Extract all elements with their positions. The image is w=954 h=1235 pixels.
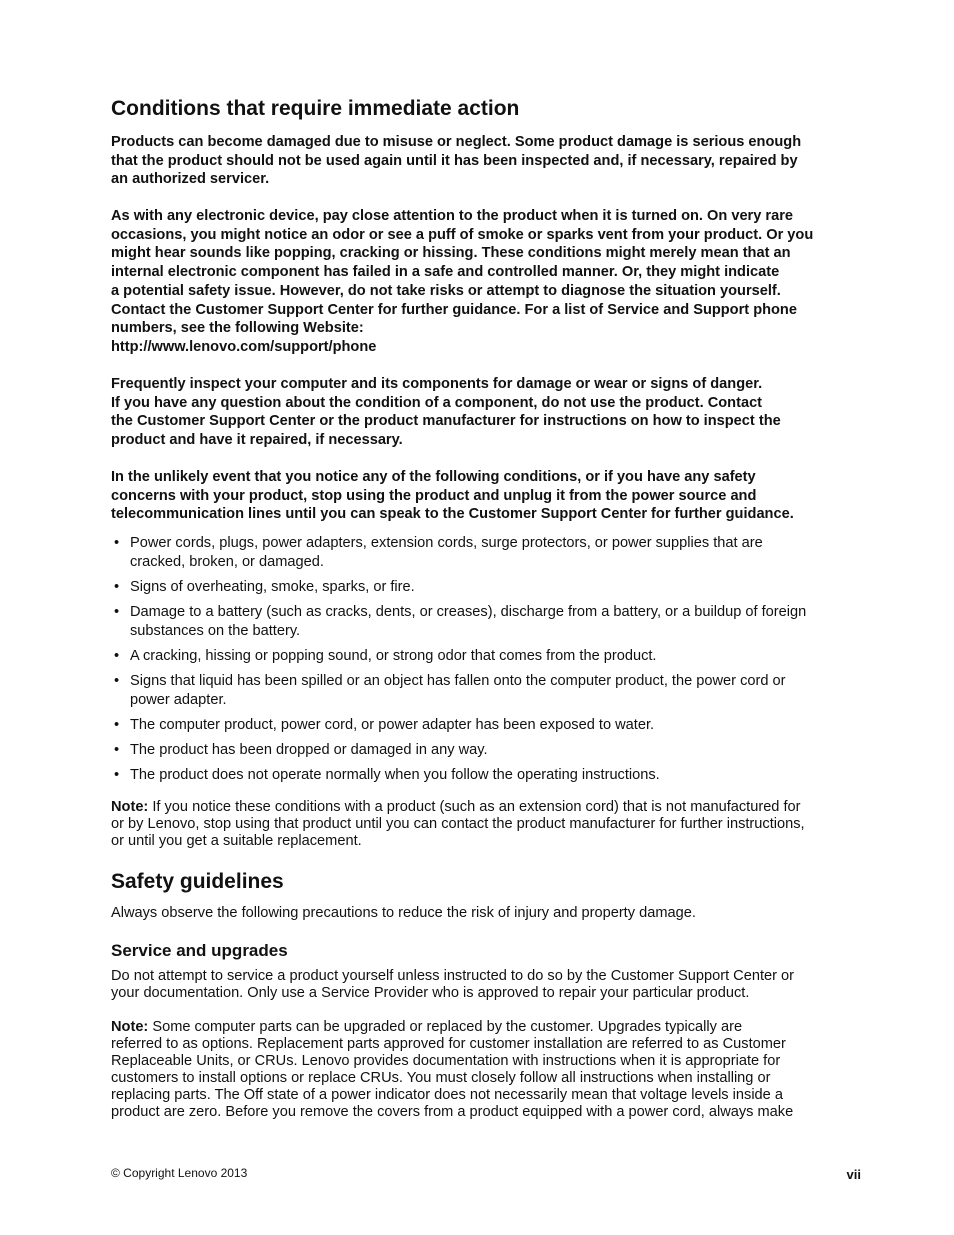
subheading-service-upgrades: Service and upgrades <box>111 941 288 960</box>
section-heading-conditions: Conditions that require immediate action <box>111 97 520 120</box>
text-line: numbers, see the following Website: <box>111 320 364 337</box>
support-url-line: http://www.lenovo.com/support/phone <box>111 338 377 355</box>
text-line <box>111 1019 863 1036</box>
text-line: Do not attempt to service a product yourself unless instructed to do so by the Customer Support Center or <box>111 968 795 984</box>
text-line: In the unlikely event that you notice any of the following conditions, or if you have any safety <box>111 469 756 485</box>
text-line: a potential safety issue. However, do not take risks or attempt to diagnose the situation yourself. <box>111 282 781 299</box>
paragraph-electronic-device <box>111 207 863 357</box>
text-line: or until you get a suitable replacement. <box>111 833 362 849</box>
text-line: Damage to a battery (such as cracks, dents, or creases), discharge from a battery, or a buildup of foreign <box>130 604 807 620</box>
text-line: telecommunication lines until you can speak to the Customer Support Center for further guidance. <box>111 506 794 523</box>
text-line: internal electronic component has failed in a safe and controlled manner. Or, they might indicate <box>111 264 780 281</box>
text-line: Products can become damaged due to misuse or neglect. Some product damage is serious enough <box>111 134 802 150</box>
text-line: The product has been dropped or damaged in any way. <box>130 742 488 758</box>
text-line: or by Lenovo, stop using that product until you can contact the product manufacturer for further instructions, <box>111 816 805 832</box>
bullet-icon: • <box>114 767 120 783</box>
paragraph-inspect <box>111 375 863 450</box>
text-line: substances on the battery. <box>130 622 301 639</box>
text-line: Replaceable Units, or CRUs. Lenovo provides documentation with instructions when it is appropriate for <box>111 1053 781 1069</box>
text-line: Power cords, plugs, power adapters, extension cords, surge protectors, or power supplies that are <box>130 535 763 551</box>
paragraph-damage-intro <box>111 133 863 189</box>
text-line: referred to as options. Replacement parts approved for customer installation are referred to as Customer <box>111 1036 786 1052</box>
section-heading-safety: Safety guidelines <box>111 870 284 893</box>
text-line: As with any electronic device, pay close attention to the product when it is turned on. On very rare <box>111 208 794 224</box>
text-line: Signs of overheating, smoke, sparks, or fire. <box>130 579 415 595</box>
text-line: cracked, broken, or damaged. <box>130 553 324 570</box>
note-label: Note: <box>111 1019 149 1035</box>
text-line: might hear sounds like popping, cracking or hissing. These conditions might merely mean that an <box>111 245 791 262</box>
text-line: your documentation. Only use a Service Provider who is approved to repair your particular product. <box>111 985 750 1001</box>
text-line: replacing parts. The Off state of a power indicator does not necessarily mean that voltage levels inside a <box>111 1087 783 1103</box>
bullet-icon: • <box>114 673 120 689</box>
text-line: power adapter. <box>130 691 227 708</box>
text-line: concerns with your product, stop using the product and unplug it from the power source and <box>111 487 757 504</box>
note-text: Some computer parts can be upgraded or replaced by the customer. Upgrades typically are <box>148 1019 743 1035</box>
text-line: an authorized servicer. <box>111 171 270 188</box>
text-line: The product does not operate normally when you follow the operating instructions. <box>130 767 660 783</box>
text-line: occasions, you might notice an odor or see a puff of smoke or sparks vent from your product. Or you <box>111 226 814 243</box>
text-line: Always observe the following precautions to reduce the risk of injury and property damage. <box>111 905 696 921</box>
paragraph-service <box>111 968 863 1002</box>
paragraph-unlikely-event <box>111 468 863 524</box>
text-line <box>111 799 863 816</box>
text-line: Frequently inspect your computer and its components for damage or wear or signs of danger. <box>111 376 763 392</box>
copyright-notice: © Copyright Lenovo 2013 <box>111 1166 248 1180</box>
text-line: that the product should not be used again until it has been inspected and, if necessary, repaired by <box>111 152 798 169</box>
bullet-icon: • <box>114 579 120 595</box>
bullet-icon: • <box>114 604 120 620</box>
note-conditions <box>111 799 863 850</box>
note-label: Note: <box>111 799 149 815</box>
text-line: A cracking, hissing or popping sound, or strong odor that comes from the product. <box>130 648 657 664</box>
note-upgrades <box>111 1019 863 1121</box>
text-line: Contact the Customer Support Center for further guidance. For a list of Service and Support phone <box>111 301 797 318</box>
text-line: customers to install options or replace CRUs. You must closely follow all instructions when installing or <box>111 1070 771 1086</box>
text-line: product are zero. Before you remove the covers from a product equipped with a power cord, always make <box>111 1104 794 1120</box>
text-line: If you have any question about the condition of a component, do not use the product. Contact <box>111 394 763 411</box>
note-text: If you notice these conditions with a product (such as an extension cord) that is not manufactured for <box>148 799 801 815</box>
text-line: The computer product, power cord, or power adapter has been exposed to water. <box>130 717 655 733</box>
bullet-icon: • <box>114 717 120 733</box>
bullet-icon: • <box>114 648 120 664</box>
text-line: product and have it repaired, if necessary. <box>111 432 403 449</box>
text-line: Signs that liquid has been spilled or an object has fallen onto the computer product, the power cord or <box>130 673 786 689</box>
text-line: the Customer Support Center or the product manufacturer for instructions on how to inspect the <box>111 413 781 430</box>
paragraph-safety-intro <box>111 905 863 922</box>
bullet-icon: • <box>114 535 120 551</box>
bullet-icon: • <box>114 742 120 758</box>
page-number: vii <box>846 1167 861 1182</box>
